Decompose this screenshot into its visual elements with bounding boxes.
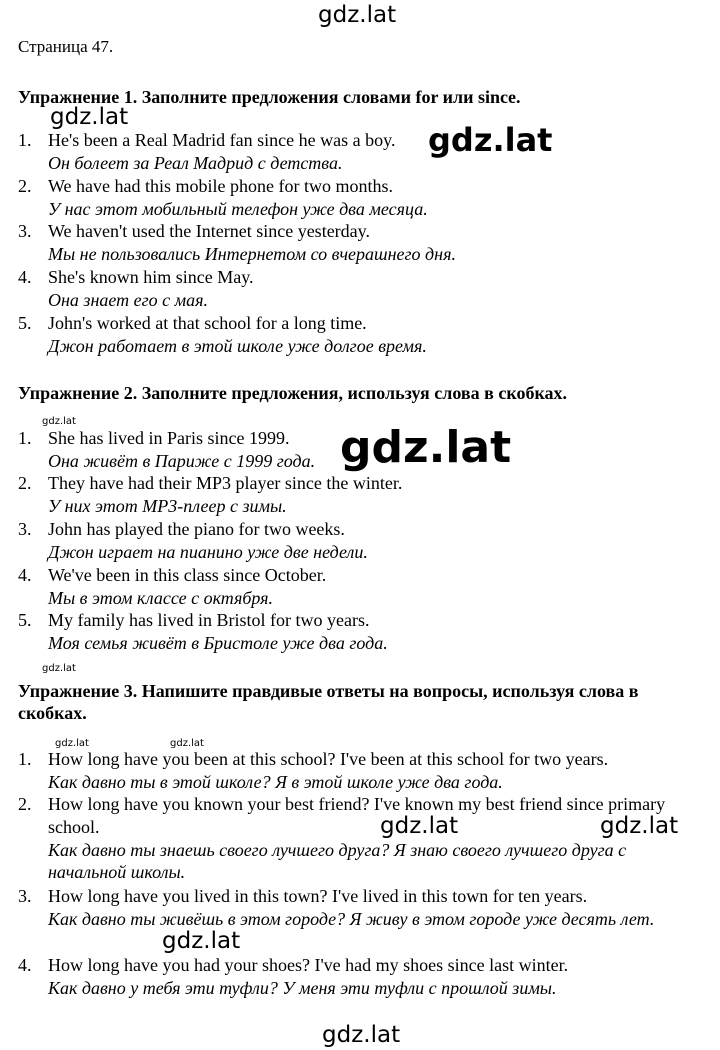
- watermark-text: gdz.lat: [428, 121, 553, 159]
- exercise-3-item: [0, 954, 720, 1000]
- watermark-text: gdz.lat: [55, 738, 89, 749]
- english-sentence: My family has lived in Bristol for two years.: [48, 610, 370, 630]
- watermark-text: gdz.lat: [42, 663, 76, 674]
- item-number: 2.: [18, 473, 32, 493]
- exercise-3-item: [0, 885, 720, 931]
- watermark-text: gdz.lat: [42, 416, 76, 427]
- item-number: 1.: [18, 749, 32, 769]
- watermark-text: gdz.lat: [322, 1022, 401, 1048]
- russian-translation: Мы не пользовались Интернетом со вчерашнего дня.: [48, 243, 456, 264]
- exercise-1-item: [0, 220, 720, 266]
- item-number: 5.: [18, 313, 32, 333]
- watermark-text: gdz.lat: [318, 2, 397, 28]
- item-number: 3.: [18, 886, 32, 906]
- russian-translation: Как давно ты живёшь в этом городе? Я живу в этом городе уже десять лет.: [48, 908, 655, 929]
- russian-translation: Он болеет за Реал Мадрид с детства.: [48, 152, 343, 173]
- exercise-1-item: [0, 266, 720, 312]
- exercise-2-item: [0, 518, 720, 564]
- english-sentence: How long have you been at this school? I've been at this school for two years.: [48, 749, 609, 769]
- english-sentence: She's known him since May.: [48, 267, 254, 287]
- english-sentence: She has lived in Paris since 1999.: [48, 428, 290, 448]
- exercise-1-item: [0, 175, 720, 221]
- item-number: 3.: [18, 221, 32, 241]
- item-number: 4.: [18, 565, 32, 585]
- english-sentence: How long have you known your best friend? I've known my best friend since primary school.: [48, 794, 666, 837]
- watermark-text: gdz.lat: [600, 813, 679, 839]
- exercise-3-item: [0, 748, 720, 794]
- item-number: 2.: [18, 794, 32, 814]
- exercise-2-title: Упражнение 2. Заполните предложения, используя слова в скобках.: [18, 383, 568, 403]
- item-number: 5.: [18, 610, 32, 630]
- russian-translation: Как давно ты знаешь своего лучшего друга? Я знаю своего лучшего друга с начальной школы.: [48, 839, 627, 883]
- russian-translation: Как давно у тебя эти туфли? У меня эти туфли с прошлой зимы.: [48, 977, 557, 998]
- exercise-2-item: [0, 609, 720, 655]
- russian-translation: Джон работает в этой школе уже долгое время.: [48, 335, 427, 356]
- russian-translation: У нас этот мобильный телефон уже два месяца.: [48, 198, 428, 219]
- watermark-text: gdz.lat: [340, 422, 512, 473]
- exercise-2-item: [0, 564, 720, 610]
- russian-translation: Джон играет на пианино уже две недели.: [48, 541, 368, 562]
- item-number: 4.: [18, 267, 32, 287]
- english-sentence: He's been a Real Madrid fan since he was a boy.: [48, 130, 396, 150]
- russian-translation: Мы в этом классе с октября.: [48, 587, 274, 608]
- english-sentence: John's worked at that school for a long time.: [48, 313, 367, 333]
- item-number: 1.: [18, 428, 32, 448]
- exercise-2-item: [0, 472, 720, 518]
- english-sentence: How long have you lived in this town? I've lived in this town for ten years.: [48, 886, 588, 906]
- item-number: 3.: [18, 519, 32, 539]
- item-number: 4.: [18, 955, 32, 975]
- exercise-1-item: [0, 312, 720, 358]
- watermark-text: gdz.lat: [162, 928, 241, 954]
- exercise-1-item: [0, 129, 720, 175]
- item-number: 2.: [18, 176, 32, 196]
- item-number: 1.: [18, 130, 32, 150]
- russian-translation: Моя семья живёт в Бристоле уже два года.: [48, 632, 388, 653]
- russian-translation: Она живёт в Париже с 1999 года.: [48, 450, 316, 471]
- english-sentence: John has played the piano for two weeks.: [48, 519, 345, 539]
- watermark-text: gdz.lat: [170, 738, 204, 749]
- english-sentence: They have had their MP3 player since the winter.: [48, 473, 403, 493]
- watermark-text: gdz.lat: [50, 104, 129, 130]
- exercise-1-title: Упражнение 1. Заполните предложения словами for или since.: [18, 87, 521, 107]
- page-number: Страница 47.: [18, 37, 114, 56]
- watermark-text: gdz.lat: [380, 813, 459, 839]
- russian-translation: Она знает его с мая.: [48, 289, 208, 310]
- english-sentence: How long have you had your shoes? I've had my shoes since last winter.: [48, 955, 569, 975]
- english-sentence: We have had this mobile phone for two months.: [48, 176, 393, 196]
- english-sentence: We haven't used the Internet since yesterday.: [48, 221, 370, 241]
- russian-translation: У них этот MP3-плеер с зимы.: [48, 495, 287, 516]
- exercise-3-title: Упражнение 3. Напишите правдивые ответы на вопросы, используя слова в скобках.: [18, 681, 639, 723]
- english-sentence: We've been in this class since October.: [48, 565, 327, 585]
- russian-translation: Как давно ты в этой школе? Я в этой школе уже два года.: [48, 771, 503, 792]
